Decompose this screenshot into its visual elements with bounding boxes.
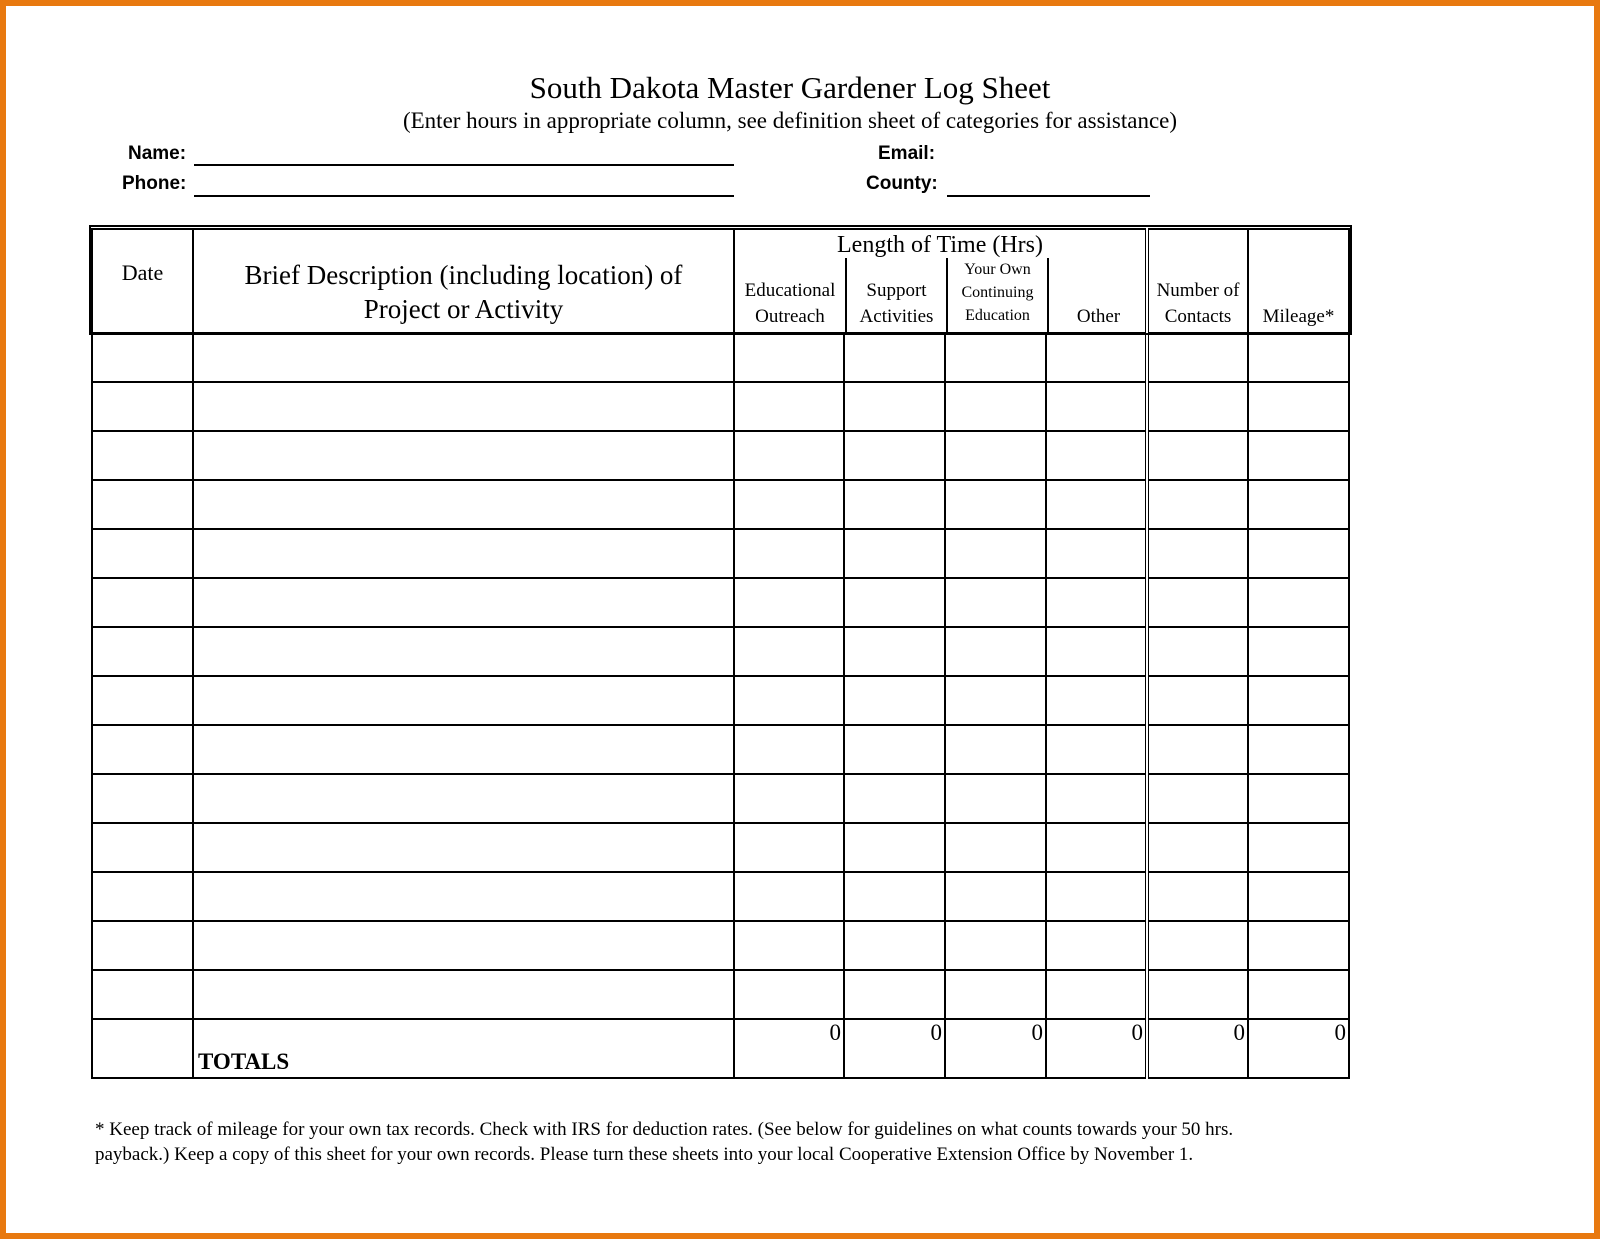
- continuing-line3: Education: [965, 307, 1030, 324]
- continuing-cell[interactable]: [945, 627, 1046, 676]
- continuing-cell[interactable]: [945, 480, 1046, 529]
- other-cell[interactable]: [1046, 480, 1147, 529]
- date-cell[interactable]: [92, 921, 193, 970]
- support-cell[interactable]: [844, 333, 945, 382]
- totals-label-cell: [193, 1019, 734, 1078]
- mileage-cell[interactable]: [1248, 382, 1349, 431]
- mileage-cell[interactable]: [1248, 333, 1349, 382]
- table-row: [92, 676, 1349, 725]
- educational-cell[interactable]: [734, 627, 844, 676]
- footer-line1: * Keep track of mileage for your own tax records. Check with IRS for deduction rates. (See below for guidelines on what counts towards your 50 hrs.: [95, 1119, 1234, 1140]
- educational-cell[interactable]: [734, 823, 844, 872]
- date-cell[interactable]: [92, 578, 193, 627]
- continuing-cell[interactable]: [945, 774, 1046, 823]
- support-line2: Activities: [859, 306, 934, 327]
- mileage-cell[interactable]: [1248, 431, 1349, 480]
- date-cell[interactable]: [92, 774, 193, 823]
- contacts-cell[interactable]: [1147, 627, 1248, 676]
- description-cell[interactable]: [193, 725, 734, 774]
- continuing-line2: Continuing: [961, 284, 1034, 301]
- description-cell[interactable]: [193, 676, 734, 725]
- other-cell[interactable]: [1046, 921, 1147, 970]
- email-label: Email:: [878, 143, 936, 164]
- name-field[interactable]: [194, 164, 734, 166]
- contacts-cell[interactable]: [1147, 431, 1248, 480]
- contacts-cell[interactable]: [1147, 921, 1248, 970]
- other-cell[interactable]: [1046, 872, 1147, 921]
- educational-cell[interactable]: [734, 921, 844, 970]
- table-row: [92, 431, 1349, 480]
- continuing-cell[interactable]: [945, 970, 1046, 1019]
- total-contacts: 0: [1147, 1019, 1248, 1078]
- educational-cell[interactable]: [734, 872, 844, 921]
- table-row: [92, 725, 1349, 774]
- table-row: [92, 970, 1349, 1019]
- date-cell[interactable]: [92, 529, 193, 578]
- contacts-cell[interactable]: [1147, 676, 1248, 725]
- total-other: 0: [1046, 1019, 1147, 1078]
- totals-label: TOTALS: [198, 1049, 290, 1074]
- educational-cell[interactable]: [734, 382, 844, 431]
- contacts-cell[interactable]: [1147, 823, 1248, 872]
- continuing-cell[interactable]: [945, 823, 1046, 872]
- description-cell[interactable]: [193, 333, 734, 382]
- table-row: [92, 333, 1349, 382]
- support-cell[interactable]: [844, 529, 945, 578]
- educational-cell[interactable]: [734, 333, 844, 382]
- footer-note: [95, 1117, 1355, 1167]
- table-row: [92, 578, 1349, 627]
- other-cell[interactable]: [1046, 823, 1147, 872]
- contacts-cell[interactable]: [1147, 333, 1248, 382]
- other-cell[interactable]: [1046, 627, 1147, 676]
- mileage-cell[interactable]: [1248, 480, 1349, 529]
- description-cell[interactable]: [193, 578, 734, 627]
- table-row: [92, 529, 1349, 578]
- total-mileage: 0: [1248, 1019, 1349, 1078]
- contacts-cell[interactable]: [1147, 970, 1248, 1019]
- date-cell[interactable]: [92, 970, 193, 1019]
- page-title: South Dakota Master Gardener Log Sheet: [529, 70, 1051, 105]
- page-subtitle: (Enter hours in appropriate column, see definition sheet of categories for assistance): [402, 108, 1178, 133]
- contacts-cell[interactable]: [1147, 774, 1248, 823]
- date-cell[interactable]: [92, 382, 193, 431]
- description-cell[interactable]: [193, 627, 734, 676]
- continuing-cell[interactable]: [945, 872, 1046, 921]
- support-cell[interactable]: [844, 774, 945, 823]
- time-group-header: [734, 229, 1147, 333]
- name-label: Name:: [128, 143, 187, 164]
- mileage-cell[interactable]: [1248, 676, 1349, 725]
- total-educational: 0: [734, 1019, 844, 1078]
- continuing-cell[interactable]: [945, 382, 1046, 431]
- contacts-header: [1147, 229, 1248, 333]
- support-cell[interactable]: [844, 431, 945, 480]
- table-row: [92, 382, 1349, 431]
- support-cell[interactable]: [844, 970, 945, 1019]
- educational-cell[interactable]: [734, 529, 844, 578]
- description-header-line1: Brief Description (including location) of: [244, 260, 683, 290]
- table-header-row: [92, 229, 1349, 333]
- time-group-label: Length of Time (Hrs): [837, 232, 1043, 258]
- log-table: [91, 228, 1350, 1079]
- mileage-cell[interactable]: [1248, 823, 1349, 872]
- county-field[interactable]: [947, 195, 1150, 197]
- support-cell[interactable]: [844, 823, 945, 872]
- contacts-line1: Number of: [1156, 280, 1240, 301]
- educational-cell[interactable]: [734, 725, 844, 774]
- description-cell[interactable]: [193, 480, 734, 529]
- total-support: 0: [844, 1019, 945, 1078]
- other-cell[interactable]: [1046, 676, 1147, 725]
- date-cell[interactable]: [92, 872, 193, 921]
- support-cell[interactable]: [844, 480, 945, 529]
- phone-label: Phone:: [122, 173, 187, 194]
- other-cell[interactable]: [1046, 578, 1147, 627]
- other-cell[interactable]: [1046, 382, 1147, 431]
- continuing-cell[interactable]: [945, 676, 1046, 725]
- contacts-cell[interactable]: [1147, 529, 1248, 578]
- table-row: [92, 872, 1349, 921]
- support-line1: Support: [866, 280, 927, 301]
- support-cell[interactable]: [844, 578, 945, 627]
- description-header-line2: Project or Activity: [363, 294, 564, 324]
- other-cell[interactable]: [1046, 725, 1147, 774]
- continuing-cell[interactable]: [945, 333, 1046, 382]
- mileage-cell[interactable]: [1248, 774, 1349, 823]
- description-cell[interactable]: [193, 774, 734, 823]
- table-row: [92, 774, 1349, 823]
- totals-row: [92, 1019, 1349, 1078]
- table-row: [92, 627, 1349, 676]
- table-row: [92, 823, 1349, 872]
- support-cell[interactable]: [844, 921, 945, 970]
- description-cell[interactable]: [193, 529, 734, 578]
- description-cell[interactable]: [193, 431, 734, 480]
- contacts-cell[interactable]: [1147, 382, 1248, 431]
- date-cell[interactable]: [92, 676, 193, 725]
- continuing-cell[interactable]: [945, 725, 1046, 774]
- educational-cell[interactable]: [734, 970, 844, 1019]
- other-cell[interactable]: [1046, 774, 1147, 823]
- totals-date-cell: [92, 1019, 193, 1078]
- continuing-cell[interactable]: [945, 578, 1046, 627]
- date-cell[interactable]: [92, 823, 193, 872]
- support-cell[interactable]: [844, 627, 945, 676]
- educational-line1: Educational: [744, 280, 836, 301]
- educational-line2: Outreach: [755, 306, 825, 327]
- mileage-cell[interactable]: [1248, 970, 1349, 1019]
- mileage-cell[interactable]: [1248, 529, 1349, 578]
- other-cell[interactable]: [1046, 970, 1147, 1019]
- table-row: [92, 921, 1349, 970]
- mileage-cell[interactable]: [1248, 627, 1349, 676]
- county-label: County:: [866, 173, 938, 194]
- description-cell[interactable]: [193, 823, 734, 872]
- mileage-cell[interactable]: [1248, 725, 1349, 774]
- continuing-cell[interactable]: [945, 529, 1046, 578]
- description-cell[interactable]: [193, 921, 734, 970]
- other-cell[interactable]: [1046, 333, 1147, 382]
- mileage-cell[interactable]: [1248, 578, 1349, 627]
- total-continuing: 0: [945, 1019, 1046, 1078]
- contacts-cell[interactable]: [1147, 872, 1248, 921]
- mileage-header: [1248, 229, 1349, 333]
- continuing-cell[interactable]: [945, 431, 1046, 480]
- support-cell[interactable]: [844, 725, 945, 774]
- date-header: [92, 229, 193, 333]
- description-cell[interactable]: [193, 872, 734, 921]
- mileage-cell[interactable]: [1248, 872, 1349, 921]
- educational-cell[interactable]: [734, 774, 844, 823]
- educational-cell[interactable]: [734, 480, 844, 529]
- mileage-header-label: Mileage*: [1262, 306, 1335, 327]
- contacts-cell[interactable]: [1147, 480, 1248, 529]
- other-cell[interactable]: [1046, 431, 1147, 480]
- description-cell[interactable]: [193, 970, 734, 1019]
- date-cell[interactable]: [92, 333, 193, 382]
- educational-cell[interactable]: [734, 578, 844, 627]
- description-header: [193, 229, 734, 333]
- educational-cell[interactable]: [734, 676, 844, 725]
- support-cell[interactable]: [844, 872, 945, 921]
- description-cell[interactable]: [193, 382, 734, 431]
- phone-field[interactable]: [194, 195, 734, 197]
- table-row: [92, 480, 1349, 529]
- continuing-cell[interactable]: [945, 921, 1046, 970]
- footer-line2: payback.) Keep a copy of this sheet for your own records. Please turn these sheets into your local Cooperative Extension Office by November 1.: [95, 1144, 1194, 1165]
- date-cell[interactable]: [92, 725, 193, 774]
- continuing-line1: Your Own: [964, 261, 1031, 278]
- support-cell[interactable]: [844, 676, 945, 725]
- contacts-cell[interactable]: [1147, 725, 1248, 774]
- other-cell[interactable]: [1046, 529, 1147, 578]
- date-header-label: Date: [121, 260, 164, 285]
- support-cell[interactable]: [844, 382, 945, 431]
- contacts-line2: Contacts: [1164, 306, 1232, 327]
- other-header: Other: [1076, 306, 1121, 327]
- date-cell[interactable]: [92, 431, 193, 480]
- date-cell[interactable]: [92, 480, 193, 529]
- mileage-cell[interactable]: [1248, 921, 1349, 970]
- educational-cell[interactable]: [734, 431, 844, 480]
- date-cell[interactable]: [92, 627, 193, 676]
- contacts-cell[interactable]: [1147, 578, 1248, 627]
